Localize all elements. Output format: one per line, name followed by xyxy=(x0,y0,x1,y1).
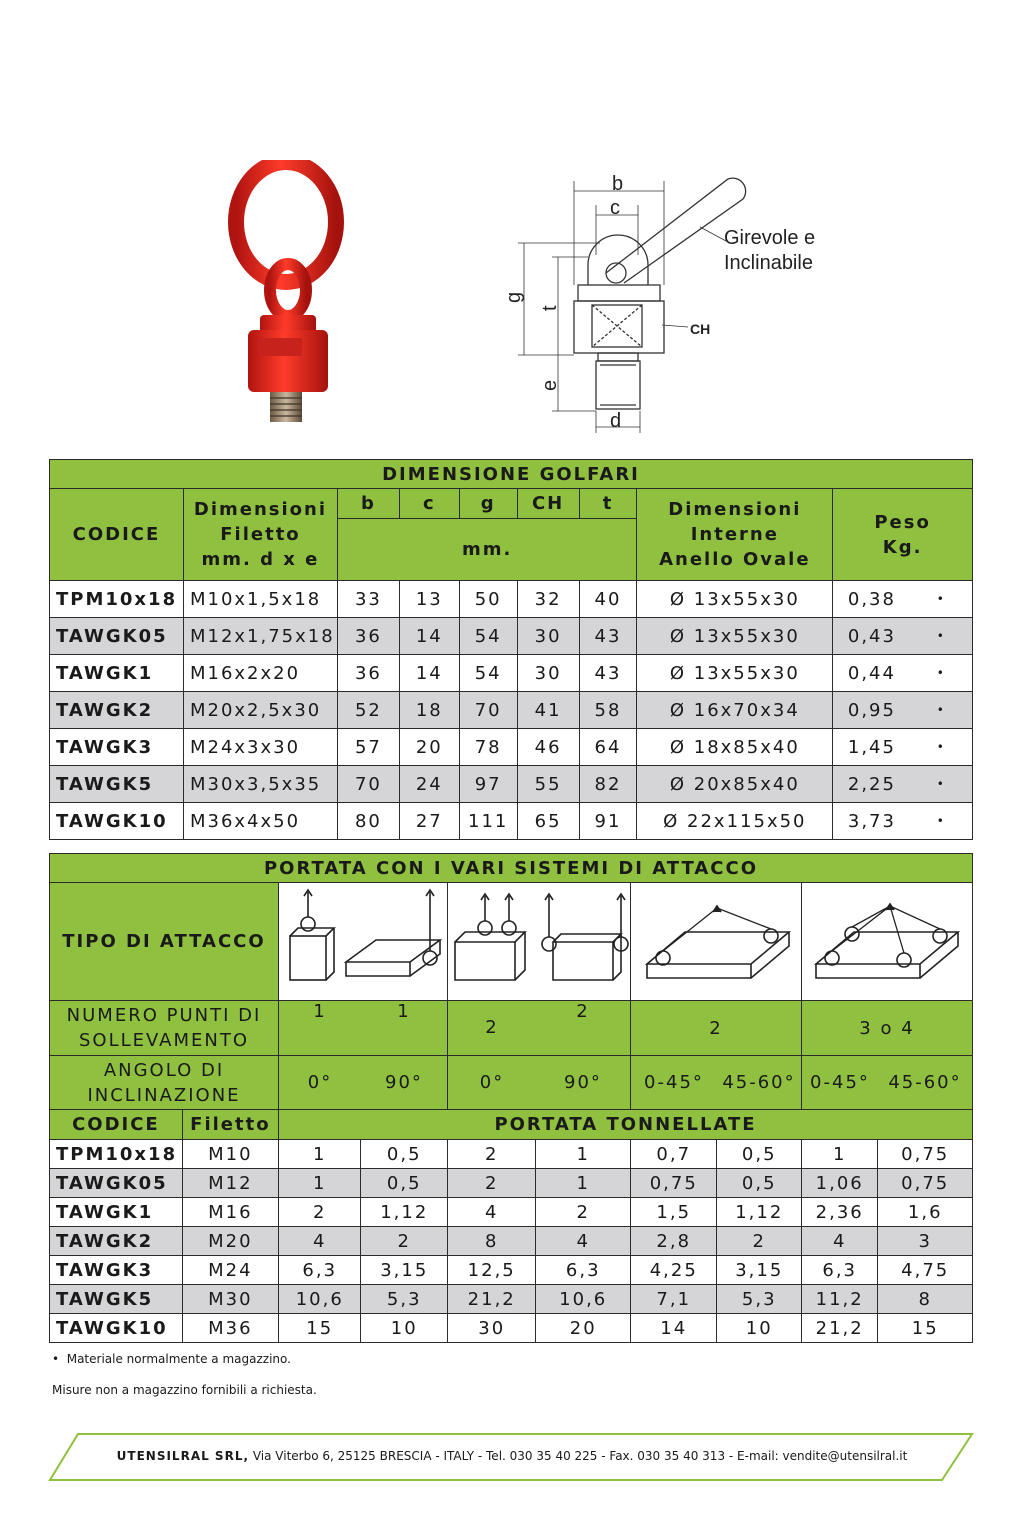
cell-anello: Ø 20x85x40 xyxy=(637,766,833,803)
cell-portata: 4 xyxy=(447,1198,535,1227)
cell-portata: 8 xyxy=(447,1227,535,1256)
cell-filetto: M36 xyxy=(182,1314,278,1343)
cell-portata: 2 xyxy=(447,1169,535,1198)
cell-code: TPM10x18 xyxy=(50,581,184,618)
angoli-group-3: 0-45° 45-60° xyxy=(630,1056,801,1110)
cell-portata: 1 xyxy=(536,1169,631,1198)
cell-portata: 2 xyxy=(717,1227,802,1256)
cell-portata: 2 xyxy=(361,1227,448,1256)
cell-g: 54 xyxy=(459,618,517,655)
cell-portata: 4 xyxy=(278,1227,360,1256)
label-ch: CH xyxy=(690,321,711,337)
cell-portata: 4 xyxy=(801,1227,877,1256)
cell-t: 43 xyxy=(579,618,637,655)
numero-punti-label: NUMERO PUNTI DI SOLLEVAMENTO xyxy=(50,1001,279,1056)
cell-t: 82 xyxy=(579,766,637,803)
cell-filetto: M24x3x30 xyxy=(183,729,337,766)
header2-filetto: Filetto xyxy=(182,1110,278,1140)
cell-code: TAWGK1 xyxy=(50,655,184,692)
angoli-group-4: 0-45° 45-60° xyxy=(801,1056,972,1110)
cell-ch: 55 xyxy=(517,766,579,803)
two-leg-sling-icon xyxy=(633,884,799,994)
footer-company: UTENSILRAL SRL, xyxy=(116,1449,250,1463)
cell-ch: 46 xyxy=(517,729,579,766)
dimension-table xyxy=(49,459,973,840)
cell-b: 33 xyxy=(337,581,399,618)
cell-ch: 32 xyxy=(517,581,579,618)
cell-portata: 1 xyxy=(278,1169,360,1198)
cell-portata: 2 xyxy=(278,1198,360,1227)
cell-filetto: M24 xyxy=(182,1256,278,1285)
cell-portata: 1 xyxy=(278,1140,360,1169)
header-ch: CH xyxy=(517,489,579,519)
cell-portata: 3,15 xyxy=(717,1256,802,1285)
cell-portata: 0,5 xyxy=(361,1140,448,1169)
table2-title: PORTATA CON I VARI SISTEMI DI ATTACCO xyxy=(50,854,973,883)
cell-anello: Ø 22x115x50 xyxy=(637,803,833,840)
single-point-lift-icon xyxy=(280,884,446,994)
cell-filetto: M30 xyxy=(182,1285,278,1314)
angoli-group-2: 0° 90° xyxy=(447,1056,630,1110)
table2-row xyxy=(50,1140,973,1169)
table1-row xyxy=(50,618,973,655)
cell-code: TAWGK1 xyxy=(50,1198,183,1227)
cell-stock: • xyxy=(911,618,973,655)
cell-portata: 0,75 xyxy=(878,1140,973,1169)
cell-portata: 7,1 xyxy=(630,1285,717,1314)
cell-b: 80 xyxy=(337,803,399,840)
cell-filetto: M20 xyxy=(182,1227,278,1256)
cell-g: 78 xyxy=(459,729,517,766)
table1-row xyxy=(50,692,973,729)
cell-portata: 20 xyxy=(536,1314,631,1343)
cell-portata: 3,15 xyxy=(361,1256,448,1285)
cell-g: 54 xyxy=(459,655,517,692)
table2-row xyxy=(50,1227,973,1256)
cell-portata: 0,5 xyxy=(717,1140,802,1169)
cell-code: TAWGK05 xyxy=(50,1169,183,1198)
cell-anello: Ø 13x55x30 xyxy=(637,618,833,655)
cell-portata: 2,8 xyxy=(630,1227,717,1256)
cell-peso: 2,25 xyxy=(833,766,911,803)
cell-portata: 10 xyxy=(361,1314,448,1343)
label-b: b xyxy=(612,173,624,195)
cell-c: 14 xyxy=(399,655,459,692)
table1-row xyxy=(50,729,973,766)
cell-filetto: M12 xyxy=(182,1169,278,1198)
cell-anello: Ø 16x70x34 xyxy=(637,692,833,729)
cell-b: 70 xyxy=(337,766,399,803)
table2-row xyxy=(50,1169,973,1198)
header-peso: Peso Kg. xyxy=(833,489,973,581)
cell-code: TAWGK5 xyxy=(50,766,184,803)
product-photo xyxy=(218,160,358,435)
angoli-group-1: 0° 90° xyxy=(278,1056,447,1110)
header-g: g xyxy=(459,489,517,519)
cell-portata: 0,75 xyxy=(630,1169,717,1198)
header-c: c xyxy=(399,489,459,519)
cell-portata: 12,5 xyxy=(447,1256,535,1285)
four-leg-sling-icon xyxy=(804,884,970,994)
punti-group-1 xyxy=(278,1001,630,1056)
table2-row xyxy=(50,1285,973,1314)
header-anello: Dimensioni Interne Anello Ovale xyxy=(637,489,833,581)
cell-portata: 2 xyxy=(536,1198,631,1227)
cell-portata: 4 xyxy=(536,1227,631,1256)
cell-stock: • xyxy=(911,581,973,618)
cell-portata: 1,12 xyxy=(361,1198,448,1227)
cell-portata: 10,6 xyxy=(536,1285,631,1314)
note-stock: • Materiale normalmente a magazzino. xyxy=(52,1352,291,1366)
attachment-icons-double xyxy=(447,883,630,1001)
cell-code: TAWGK3 xyxy=(50,729,184,766)
cell-filetto: M36x4x50 xyxy=(183,803,337,840)
cell-peso: 1,45 xyxy=(833,729,911,766)
label-e: e xyxy=(539,379,561,391)
cell-stock: • xyxy=(911,729,973,766)
table1-row xyxy=(50,581,973,618)
table1-row xyxy=(50,655,973,692)
cell-portata: 11,2 xyxy=(801,1285,877,1314)
cell-g: 97 xyxy=(459,766,517,803)
cell-portata: 2,36 xyxy=(801,1198,877,1227)
cell-c: 13 xyxy=(399,581,459,618)
cell-filetto: M20x2,5x30 xyxy=(183,692,337,729)
header-dimensioni-filetto: Dimensioni Filetto mm. d x e xyxy=(183,489,337,581)
cell-filetto: M30x3,5x35 xyxy=(183,766,337,803)
two-point-lift-icon xyxy=(449,884,629,994)
tipo-attacco-label: TIPO DI ATTACCO xyxy=(50,883,279,1001)
cell-portata: 10,6 xyxy=(278,1285,360,1314)
cell-portata: 15 xyxy=(878,1314,973,1343)
cell-portata: 0,7 xyxy=(630,1140,717,1169)
header2-codice: CODICE xyxy=(50,1110,183,1140)
cell-t: 91 xyxy=(579,803,637,840)
cell-b: 57 xyxy=(337,729,399,766)
cell-portata: 15 xyxy=(278,1314,360,1343)
cell-code: TAWGK10 xyxy=(50,803,184,840)
label-d: d xyxy=(610,410,622,432)
cell-portata: 5,3 xyxy=(717,1285,802,1314)
punti-value: 2 xyxy=(576,1001,590,1022)
cell-portata: 4,25 xyxy=(630,1256,717,1285)
cell-portata: 1,5 xyxy=(630,1198,717,1227)
cell-filetto: M16x2x20 xyxy=(183,655,337,692)
label-g: g xyxy=(503,291,525,303)
capacity-table xyxy=(49,853,973,1343)
attachment-icon-sling-2 xyxy=(630,883,801,1001)
cell-b: 52 xyxy=(337,692,399,729)
cell-stock: • xyxy=(911,655,973,692)
cell-ch: 30 xyxy=(517,618,579,655)
cell-portata: 1,06 xyxy=(801,1169,877,1198)
cell-portata: 3 xyxy=(878,1227,973,1256)
footer-address: Via Viterbo 6, 25125 BRESCIA - ITALY - Tel. 030 35 40 225 - Fax. 030 35 40 313 - E-mail: vendite@utensilral.it xyxy=(252,1449,908,1463)
cell-portata: 30 xyxy=(447,1314,535,1343)
cell-portata: 6,3 xyxy=(536,1256,631,1285)
label-c: c xyxy=(610,197,620,219)
attachment-icon-sling-4 xyxy=(801,883,972,1001)
punti-group-4: 3 o 4 xyxy=(801,1001,972,1056)
cell-code: TAWGK10 xyxy=(50,1314,183,1343)
cell-code: TAWGK3 xyxy=(50,1256,183,1285)
cell-portata: 0,5 xyxy=(717,1169,802,1198)
cell-stock: • xyxy=(911,803,973,840)
cell-c: 20 xyxy=(399,729,459,766)
label-inclinabile: Inclinabile xyxy=(724,252,813,274)
cell-portata: 1 xyxy=(536,1140,631,1169)
table1-row xyxy=(50,803,973,840)
cell-ch: 41 xyxy=(517,692,579,729)
table1-title: DIMENSIONE GOLFARI xyxy=(50,460,973,489)
cell-portata: 21,2 xyxy=(801,1314,877,1343)
table1-row xyxy=(50,766,973,803)
footer xyxy=(0,1449,1024,1463)
cell-peso: 0,43 xyxy=(833,618,911,655)
header-mm: mm. xyxy=(337,519,636,581)
cell-portata: 1 xyxy=(801,1140,877,1169)
cell-portata: 5,3 xyxy=(361,1285,448,1314)
cell-portata: 21,2 xyxy=(447,1285,535,1314)
cell-g: 70 xyxy=(459,692,517,729)
cell-t: 58 xyxy=(579,692,637,729)
punti-value: 1 xyxy=(313,1001,327,1022)
cell-peso: 3,73 xyxy=(833,803,911,840)
cell-c: 27 xyxy=(399,803,459,840)
cell-ch: 30 xyxy=(517,655,579,692)
cell-c: 14 xyxy=(399,618,459,655)
cell-filetto: M12x1,75x18 xyxy=(183,618,337,655)
cell-filetto: M10 xyxy=(182,1140,278,1169)
cell-peso: 0,44 xyxy=(833,655,911,692)
cell-portata: 1,12 xyxy=(717,1198,802,1227)
header2-portata: PORTATA TONNELLATE xyxy=(278,1110,972,1140)
cell-portata: 2 xyxy=(447,1140,535,1169)
cell-portata: 10 xyxy=(717,1314,802,1343)
cell-stock: • xyxy=(911,766,973,803)
technical-drawing xyxy=(500,165,850,437)
table2-row xyxy=(50,1198,973,1227)
cell-anello: Ø 13x55x30 xyxy=(637,581,833,618)
cell-ch: 65 xyxy=(517,803,579,840)
cell-portata: 1,6 xyxy=(878,1198,973,1227)
cell-code: TAWGK5 xyxy=(50,1285,183,1314)
header-b: b xyxy=(337,489,399,519)
cell-t: 64 xyxy=(579,729,637,766)
cell-anello: Ø 13x55x30 xyxy=(637,655,833,692)
cell-anello: Ø 18x85x40 xyxy=(637,729,833,766)
cell-t: 43 xyxy=(579,655,637,692)
cell-code: TPM10x18 xyxy=(50,1140,183,1169)
header-codice: CODICE xyxy=(50,489,184,581)
cell-portata: 4,75 xyxy=(878,1256,973,1285)
table2-row xyxy=(50,1256,973,1285)
cell-c: 18 xyxy=(399,692,459,729)
cell-portata: 0,5 xyxy=(361,1169,448,1198)
label-t: t xyxy=(539,305,561,311)
note-request: Misure non a magazzino fornibili a richiesta. xyxy=(52,1383,317,1397)
cell-portata: 0,75 xyxy=(878,1169,973,1198)
cell-portata: 6,3 xyxy=(801,1256,877,1285)
cell-stock: • xyxy=(911,692,973,729)
cell-filetto: M10x1,5x18 xyxy=(183,581,337,618)
cell-code: TAWGK2 xyxy=(50,692,184,729)
cell-code: TAWGK2 xyxy=(50,1227,183,1256)
cell-portata: 14 xyxy=(630,1314,717,1343)
cell-code: TAWGK05 xyxy=(50,618,184,655)
label-girevole: Girevole e xyxy=(724,227,816,249)
cell-b: 36 xyxy=(337,655,399,692)
attachment-icons-single xyxy=(278,883,447,1001)
cell-portata: 6,3 xyxy=(278,1256,360,1285)
header-t: t xyxy=(579,489,637,519)
cell-peso: 0,38 xyxy=(833,581,911,618)
cell-portata: 8 xyxy=(878,1285,973,1314)
table2-row xyxy=(50,1314,973,1343)
cell-g: 50 xyxy=(459,581,517,618)
angolo-label: ANGOLO DI INCLINAZIONE xyxy=(50,1056,279,1110)
punti-value: 2 xyxy=(447,1001,536,1055)
punti-value: 1 xyxy=(397,1001,411,1022)
cell-t: 40 xyxy=(579,581,637,618)
cell-c: 24 xyxy=(399,766,459,803)
cell-b: 36 xyxy=(337,618,399,655)
punti-group-3: 2 xyxy=(630,1001,801,1056)
cell-g: 111 xyxy=(459,803,517,840)
cell-filetto: M16 xyxy=(182,1198,278,1227)
cell-peso: 0,95 xyxy=(833,692,911,729)
